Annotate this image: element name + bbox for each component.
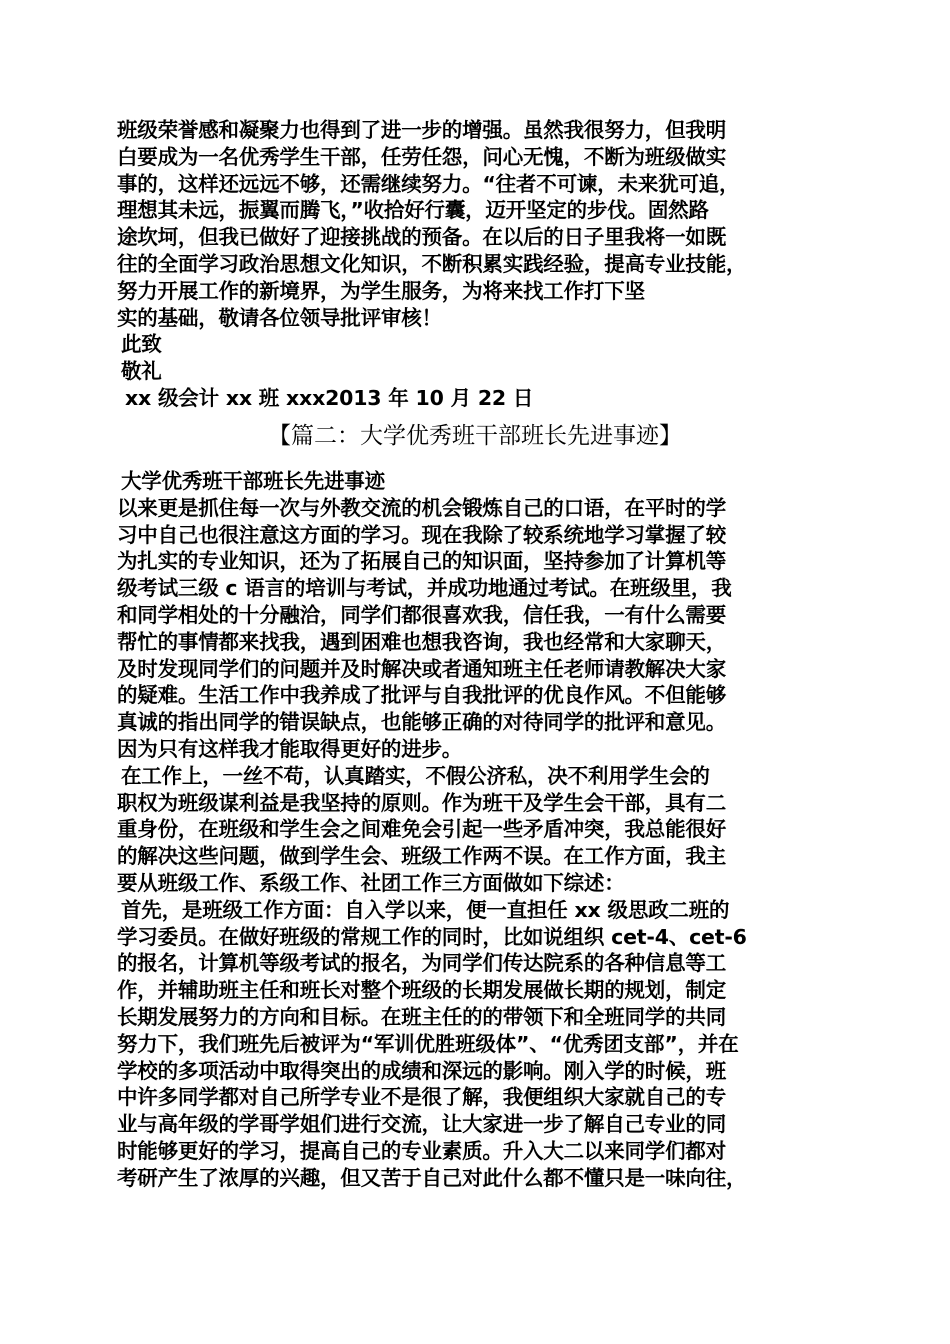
text-line: 因为只有这样我才能取得更好的进步。: [117, 736, 463, 761]
text-line: 重身份，在班级和学生会之间难免会引起一些矛盾冲突，我总能很好: [117, 817, 726, 842]
text-line: 要从班级工作、系级工作、社团工作三方面做如下综述：: [117, 870, 625, 895]
text-line: 事的，这样还远远不够，还需继续努力。“往者不可谏，未来犹可追，: [117, 171, 740, 196]
text-line: 习中自己也很注意这方面的学习。现在我除了较系统地学习掌握了较: [117, 522, 726, 547]
text-line: 在工作上，一丝不苟，认真踏实，不假公济私，决不利用学生会的: [121, 763, 710, 788]
text-line: 为扎实的专业知识，还为了拓展自己的知识面，坚持参加了计算机等: [117, 549, 726, 574]
text-line: 理想其未远，振翼而腾飞，”收拾好行囊，迈开坚定的步伐。固然路: [117, 198, 709, 223]
text-line: 帮忙的事情都来找我，遇到困难也想我咨询，我也经常和大家聊天，: [117, 629, 726, 654]
closing-signature: xx 级会计 xx 班 xxx2013 年 10 月 22 日: [125, 385, 534, 410]
top-paragraph: [117, 117, 837, 412]
text-line: 途坎坷，但我已做好了迎接挑战的预备。在以后的日子里我将一如既: [117, 225, 726, 250]
text-line: 学校的多项活动中取得突出的成绩和深远的影响。刚入学的时候，班: [117, 1058, 726, 1083]
text-line: 首先，是班级工作方面：自入学以来，便一直担任 xx 级思政二班的: [121, 897, 730, 922]
text-line: 长期发展努力的方向和目标。在班主任的的带领下和全班同学的共同: [117, 1004, 726, 1029]
section-heading: 【篇二：大学优秀班干部班长先进事迹】: [268, 423, 682, 449]
text-line: 真诚的指出同学的错误缺点，也能够正确的对待同学的批评和意见。: [117, 710, 726, 735]
body-paragraphs: [117, 495, 837, 1192]
closing-greeting-1: 此致: [121, 332, 162, 357]
sub-title: 大学优秀班干部班长先进事迹: [121, 469, 385, 493]
body-section: [117, 468, 837, 1192]
text-line: 的解决这些问题，做到学生会、班级工作两不误。在工作方面，我主: [117, 844, 726, 869]
text-line: 时能够更好的学习，提高自己的专业素质。升入大二以来同学们都对: [117, 1138, 726, 1163]
text-line: 业与高年级的学哥学姐们进行交流，让大家进一步了解自己专业的同: [117, 1112, 726, 1137]
text-line: 努力下，我们班先后被评为“军训优胜班级体”、“优秀团支部”，并在: [117, 1031, 739, 1056]
text-line: 级考试三级 c 语言的培训与考试，并成功地通过考试。在班级里，我: [117, 576, 732, 601]
text-line: 作，并辅助班主任和班长对整个班级的长期发展做长期的规划，制定: [117, 978, 726, 1003]
text-line: 努力开展工作的新境界，为学生服务，为将来找工作打下坚: [117, 278, 645, 303]
text-line: 考研产生了浓厚的兴趣，但又苦于自己对此什么都不懂只是一味向往，: [117, 1165, 747, 1190]
text-line: 班级荣誉感和凝聚力也得到了进一步的增强。虽然我很努力，但我明: [117, 118, 726, 142]
text-line: 白要成为一名优秀学生干部，任劳任怨，问心无愧，不断为班级做实: [117, 144, 726, 169]
text-line: 中许多同学都对自己所学专业不是很了解，我便组织大家就自己的专: [117, 1085, 726, 1110]
text-line: 往的全面学习政治思想文化知识，不断积累实践经验，提高专业技能，: [117, 251, 747, 276]
closing-greeting-2: 敬礼: [121, 359, 162, 384]
text-line: 及时发现同学们的问题并及时解决或者通知班主任老师请教解决大家: [117, 656, 726, 681]
text-line: 的报名，计算机等级考试的报名，为同学们传达院系的各种信息等工: [117, 951, 726, 976]
text-line: 实的基础，敬请各位领导批评审核！: [117, 305, 442, 330]
text-line: 以来更是抓住每一次与外教交流的机会锻炼自己的口语，在平时的学: [117, 495, 726, 520]
text-line: 和同学相处的十分融洽，同学们都很喜欢我，信任我，一有什么需要: [117, 602, 726, 627]
text-line: 学习委员。在做好班级的常规工作的同时，比如说组织 cet-4、cet-6: [117, 924, 747, 949]
text-line: 的疑难。生活工作中我养成了批评与自我批评的优良作风。不但能够: [117, 683, 726, 708]
text-line: 职权为班级谋利益是我坚持的原则。作为班干及学生会干部，具有二: [117, 790, 726, 815]
